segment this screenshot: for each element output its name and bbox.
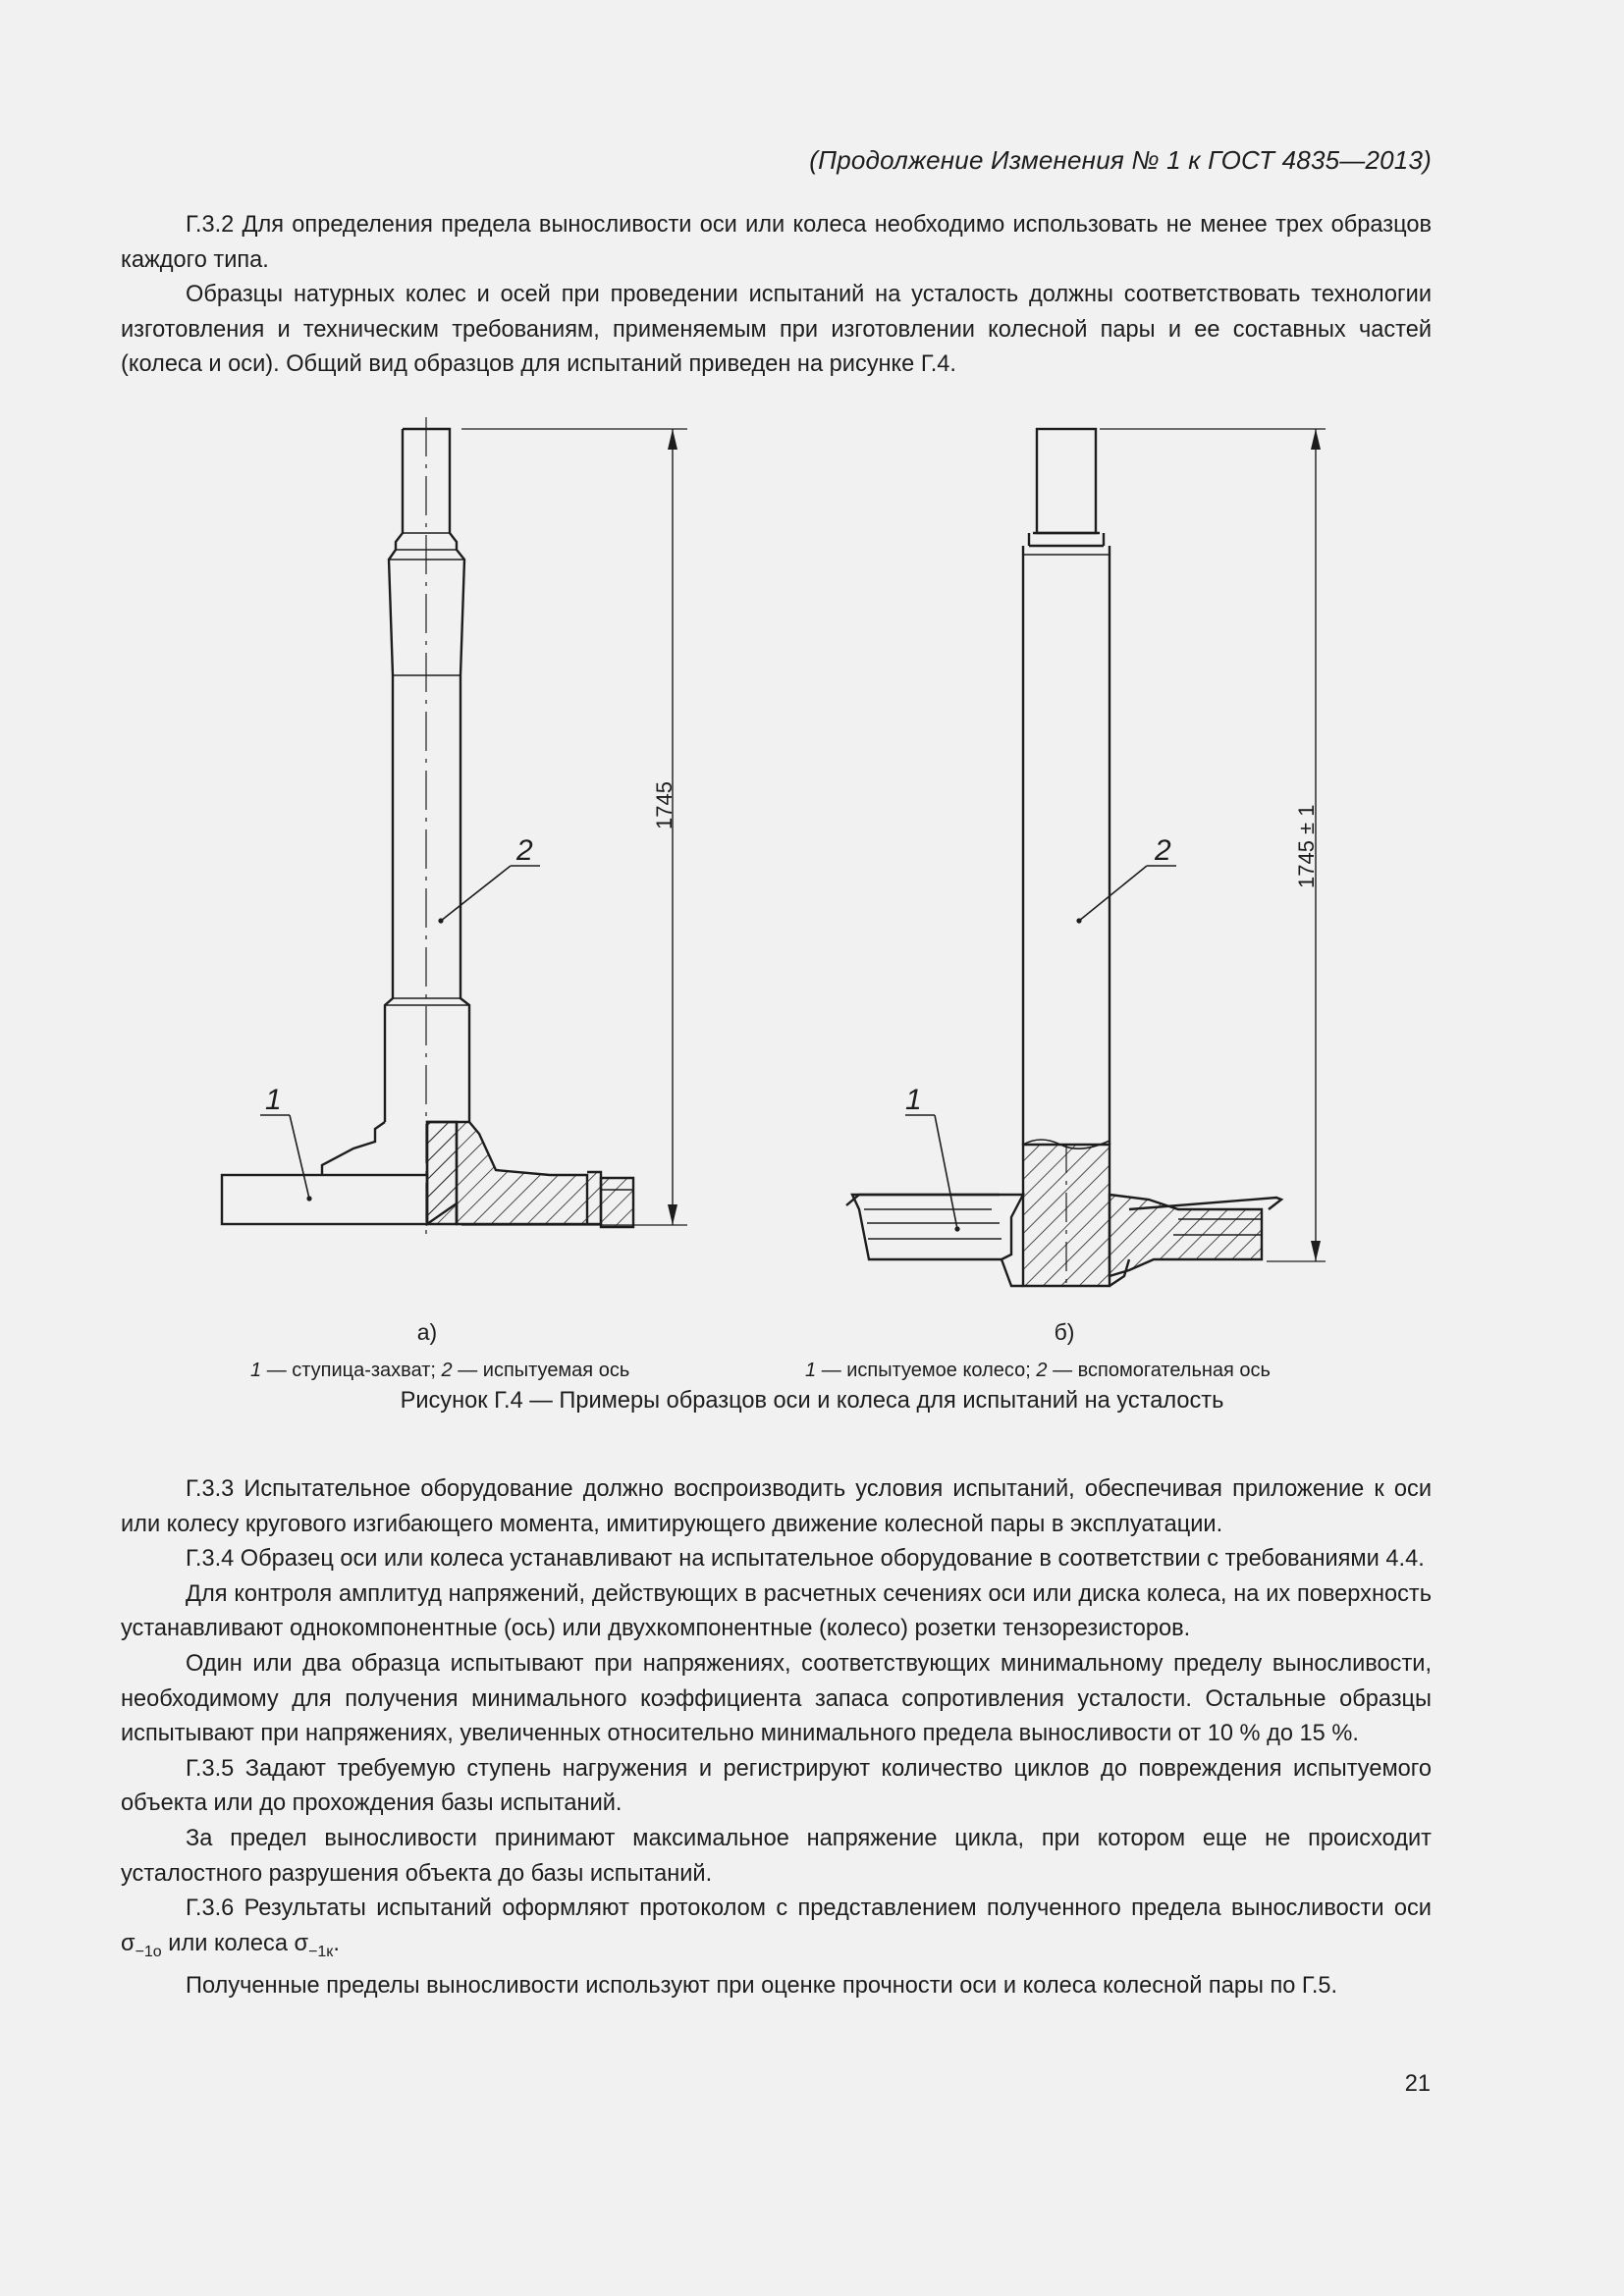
top-text-block — [121, 208, 1432, 383]
callout-1-left: 1 — [265, 1084, 282, 1116]
paragraph-g32: Г.3.2 Для определения предела выносливости оси или колеса необходимо использовать не менее трех образцов каждого типа. — [121, 212, 1432, 273]
paragraph-endurance-limit: За предел выносливости принимают максимальное напряжение цикла, при котором еще не происходит усталостного разрушения объекта до базы испытаний. — [121, 1825, 1432, 1887]
legend-left-text-2: — испытуемая ось — [458, 1360, 630, 1381]
legend-left — [250, 1360, 629, 1382]
callout-1-right: 1 — [905, 1084, 922, 1116]
paragraph-samples: Образцы натурных колес и осей при проведении испытаний на усталость должны соответствовать технологии изготовления и техническим требованиям, применяемым при изготовлении колесной пары и ее составных частей (колеса и оси). Общий вид образцов для испытаний приведен на рисунке Г.4. — [121, 282, 1432, 378]
wheel-specimen-drawing — [846, 429, 1326, 1286]
dimension-label-right: 1745 ± 1 — [1294, 804, 1319, 888]
technical-drawing — [0, 412, 1624, 1296]
legend-right — [805, 1360, 1271, 1382]
paragraph-test-stress: Один или два образца испытывают при напряжениях, соответствующих минимальному пределу выносливости, необходимому для получения минимального коэффициента запаса сопротивления усталости. Остальные образцы испытывают при напряжениях, увеличенных относительно минимального предела выносливости от 10 % до 15 %. — [121, 1650, 1432, 1747]
sigma-wheel-subscript: −1к — [308, 1943, 334, 1960]
page-number: 21 — [1404, 2071, 1431, 2097]
g36-text-middle: или колеса σ — [161, 1930, 309, 1956]
legend-right-text-2: — вспомогательная ось — [1053, 1360, 1271, 1381]
legend-left-num-2: 2 — [441, 1360, 453, 1381]
paragraph-g33: Г.3.3 Испытательное оборудование должно воспроизводить условия испытаний, обеспечивая приложение к оси или колесу кругового изгибающего момента, имитирующего движение колесной пары в эксплуатации. — [121, 1476, 1432, 1537]
legend-left-text-1: — ступица-захват; — [266, 1360, 442, 1381]
callout-2-left: 2 — [516, 834, 533, 867]
subfigure-label-a: а) — [416, 1319, 438, 1345]
paragraph-g34: Г.3.4 Образец оси или колеса устанавливают на испытательное оборудование в соответствии с требованиями 4.4. — [186, 1546, 1425, 1573]
callout-2-right: 2 — [1155, 834, 1171, 867]
subfigure-label-b: б) — [1054, 1319, 1075, 1345]
legend-right-num-2: 2 — [1036, 1360, 1048, 1381]
sigma-axle-subscript: −1о — [135, 1943, 162, 1960]
bottom-text-block — [121, 1472, 1432, 2004]
dimension-label-left: 1745 — [652, 781, 677, 829]
legend-right-text-1: — испытуемое колесо; — [821, 1360, 1037, 1381]
running-header: (Продолжение Изменения № 1 к ГОСТ 4835—2013) — [809, 145, 1432, 175]
paragraph-final: Полученные пределы выносливости используют при оценке прочности оси и колеса колесной пары по Г.5. — [186, 1973, 1338, 2000]
legend-right-num-1: 1 — [805, 1360, 817, 1381]
axle-specimen-drawing — [222, 417, 687, 1237]
paragraph-g36 — [121, 1892, 1432, 1969]
figure-g4 — [0, 412, 1624, 1414]
figure-caption: Рисунок Г.4 — Примеры образцов оси и колеса для испытаний на усталость — [400, 1388, 1224, 1414]
legend-left-num-1: 1 — [250, 1360, 262, 1381]
g36-text-before: Г.3.6 Результаты испытаний оформляют протоколом с представлением полученного предела выносливости оси σ — [121, 1896, 1432, 1956]
paragraph-strain-gauges: Для контроля амплитуд напряжений, действующих в расчетных сечениях оси или диска колеса, на их поверхность устанавливают однокомпонентные (ось) или двухкомпонентные (колесо) розетки тензорезисторов. — [121, 1580, 1432, 1642]
paragraph-g35: Г.3.5 Задают требуемую ступень нагружения и регистрируют количество циклов до повреждения испытуемого объекта или до прохождения базы испытаний. — [121, 1755, 1432, 1817]
g36-text-after: . — [333, 1930, 340, 1956]
